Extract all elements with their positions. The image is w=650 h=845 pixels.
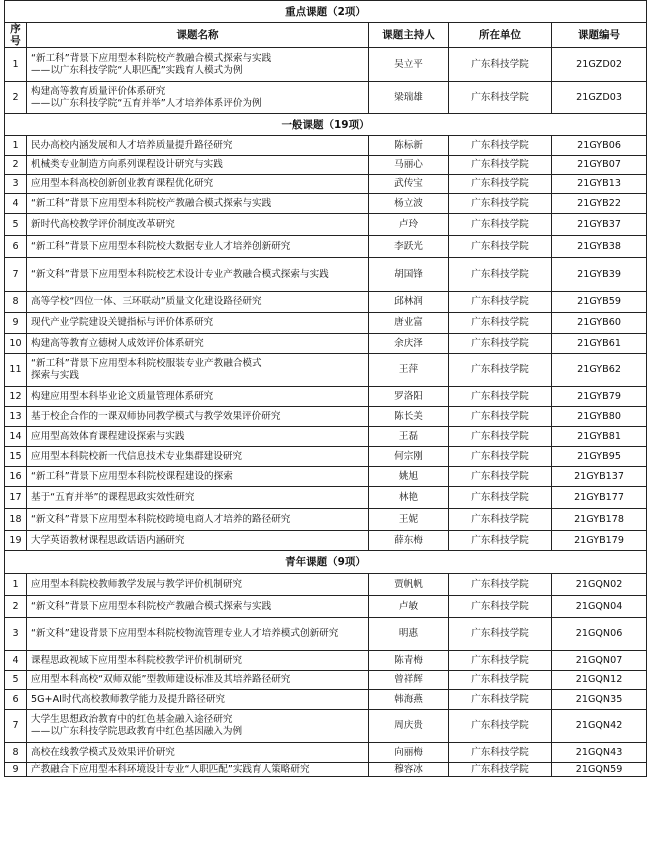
row-number: 14 xyxy=(5,427,27,447)
project-list-body xyxy=(5,1,647,777)
col-header-unit: 所在单位 xyxy=(449,23,552,48)
row-number: 15 xyxy=(5,447,27,467)
project-title-cell xyxy=(27,574,369,596)
project-unit: 广东科技学院 xyxy=(449,509,552,531)
project-code: 21GYB62 xyxy=(552,354,647,387)
row-number: 12 xyxy=(5,387,27,407)
project-host: 周庆贵 xyxy=(369,710,449,743)
project-title: “新工科”背景下应用型本科院校服装专业产教融合模式 xyxy=(31,358,262,369)
project-title-cell xyxy=(27,136,369,156)
project-code: 21GYB137 xyxy=(552,467,647,487)
project-code: 21GQN06 xyxy=(552,618,647,651)
row-number: 18 xyxy=(5,509,27,531)
project-title: 应用型本科高校创新创业教育课程优化研究 xyxy=(31,178,214,189)
project-unit: 广东科技学院 xyxy=(449,214,552,236)
project-title-cell xyxy=(27,258,369,292)
project-unit: 广东科技学院 xyxy=(449,258,552,292)
table-row xyxy=(5,710,647,743)
project-title: 高校在线教学模式及效果评价研究 xyxy=(31,746,175,758)
project-title: “新文科”背景下应用型本科院校跨境电商人才培养的路径研究 xyxy=(31,513,291,525)
project-host: 杨立波 xyxy=(369,194,449,214)
table-row xyxy=(5,387,647,407)
project-title: “新文科”背景下应用型本科院校产教融合模式探索与实践 xyxy=(31,600,272,612)
project-host: 马丽心 xyxy=(369,156,449,175)
project-title-cell xyxy=(27,48,369,82)
table-row xyxy=(5,82,647,114)
table-row xyxy=(5,427,647,447)
project-host: 李跃光 xyxy=(369,236,449,258)
table-row xyxy=(5,214,647,236)
project-host: 向丽梅 xyxy=(369,743,449,763)
project-unit: 广东科技学院 xyxy=(449,618,552,651)
project-code: 21GQN43 xyxy=(552,743,647,763)
project-unit: 广东科技学院 xyxy=(449,651,552,671)
table-row xyxy=(5,574,647,596)
project-code: 21GZD02 xyxy=(552,48,647,82)
project-unit: 广东科技学院 xyxy=(449,531,552,551)
project-title-cell xyxy=(27,214,369,236)
project-code: 21GYB37 xyxy=(552,214,647,236)
row-number: 4 xyxy=(5,651,27,671)
row-number: 3 xyxy=(5,618,27,651)
project-title: 大学英语教材课程思政话语内涵研究 xyxy=(31,534,185,546)
project-host: 王磊 xyxy=(369,427,449,447)
project-code: 21GYB178 xyxy=(552,509,647,531)
project-title: 应用型本科院校教师教学发展与教学评价机制研究 xyxy=(31,578,243,590)
project-title: 现代产业学院建设关键指标与评价体系研究 xyxy=(31,317,214,328)
row-number: 13 xyxy=(5,407,27,427)
project-title-cell xyxy=(27,487,369,509)
project-host: 明惠 xyxy=(369,618,449,651)
section-title: 青年课题（9项） xyxy=(5,551,647,574)
project-unit: 广东科技学院 xyxy=(449,236,552,258)
row-number: 2 xyxy=(5,596,27,618)
project-code: 21GQN07 xyxy=(552,651,647,671)
row-number: 6 xyxy=(5,236,27,258)
row-number: 17 xyxy=(5,487,27,509)
project-title-cell xyxy=(27,596,369,618)
project-code: 21GYB38 xyxy=(552,236,647,258)
table-row xyxy=(5,618,647,651)
row-number: 5 xyxy=(5,214,27,236)
column-header-row xyxy=(5,23,647,48)
project-code: 21GYB39 xyxy=(552,258,647,292)
project-host: 卢玲 xyxy=(369,214,449,236)
project-code: 21GYB61 xyxy=(552,334,647,354)
project-title-cell xyxy=(27,710,369,743)
project-subtitle: ——以广东科技学院“五育并举”人才培养体系评价为例 xyxy=(31,97,262,109)
project-unit: 广东科技学院 xyxy=(449,467,552,487)
row-number: 19 xyxy=(5,531,27,551)
project-unit: 广东科技学院 xyxy=(449,743,552,763)
project-subtitle: ——以广东科技学院“人职匹配”实践育人模式为例 xyxy=(31,64,243,76)
project-title: “新工科”背景下应用型本科院校课程建设的探索 xyxy=(31,470,233,482)
project-host: 胡国锋 xyxy=(369,258,449,292)
project-host: 吴立平 xyxy=(369,48,449,82)
table-row xyxy=(5,354,647,387)
project-title: “新文科”背景下应用型本科院校艺术设计专业产教融合模式探索与实践 xyxy=(31,268,329,280)
project-title: 课程思政视域下应用型本科院校教学评价机制研究 xyxy=(31,654,243,666)
row-number: 8 xyxy=(5,292,27,313)
project-title: 构建应用型本科毕业论文质量管理体系研究 xyxy=(31,390,214,402)
table-row xyxy=(5,447,647,467)
table-row xyxy=(5,763,647,777)
project-title-cell xyxy=(27,407,369,427)
row-number: 9 xyxy=(5,313,27,334)
project-title-cell xyxy=(27,354,369,387)
project-host: 穆容冰 xyxy=(369,763,449,777)
row-number: 1 xyxy=(5,136,27,156)
col-header-no: 序号 xyxy=(5,23,27,48)
project-host: 贾帆帆 xyxy=(369,574,449,596)
project-code: 21GYB177 xyxy=(552,487,647,509)
project-title: 新时代高校教学评价制度改革研究 xyxy=(31,218,175,230)
project-host: 何宗刚 xyxy=(369,447,449,467)
table-row xyxy=(5,175,647,194)
col-header-code: 课题编号 xyxy=(552,23,647,48)
project-code: 21GYB22 xyxy=(552,194,647,214)
row-number: 4 xyxy=(5,194,27,214)
project-title: “新工科”背景下应用型本科院校产教融合模式探索与实践 xyxy=(31,52,272,64)
project-title: “新工科”背景下应用型本科院校产教融合模式探索与实践 xyxy=(31,197,272,209)
project-title-cell xyxy=(27,334,369,354)
project-unit: 广东科技学院 xyxy=(449,194,552,214)
row-number: 5 xyxy=(5,671,27,690)
section-title: 一般课题（19项） xyxy=(5,114,647,136)
table-row xyxy=(5,334,647,354)
row-number: 2 xyxy=(5,156,27,175)
project-code: 21GYB60 xyxy=(552,313,647,334)
project-title-cell xyxy=(27,618,369,651)
project-host: 罗洛阳 xyxy=(369,387,449,407)
project-title-cell xyxy=(27,387,369,407)
project-code: 21GQN35 xyxy=(552,690,647,710)
table-row xyxy=(5,509,647,531)
project-unit: 广东科技学院 xyxy=(449,82,552,114)
project-title: 民办高校内涵发展和人才培养质量提升路径研究 xyxy=(31,139,233,151)
project-title-cell xyxy=(27,690,369,710)
table-row xyxy=(5,596,647,618)
project-host: 姚旭 xyxy=(369,467,449,487)
project-unit: 广东科技学院 xyxy=(449,763,552,777)
project-title-cell xyxy=(27,194,369,214)
row-number: 2 xyxy=(5,82,27,114)
project-code: 21GQN04 xyxy=(552,596,647,618)
col-header-title: 课题名称 xyxy=(27,23,369,48)
project-host: 曾祥辉 xyxy=(369,671,449,690)
project-host: 韩海燕 xyxy=(369,690,449,710)
project-title: 应用型本科院校新一代信息技术专业集群建设研究 xyxy=(31,450,243,462)
project-title: 应用型本科高校“双师双能”型教师建设标准及其培养路径研究 xyxy=(31,674,291,685)
project-host: 王萍 xyxy=(369,354,449,387)
project-code: 21GYB79 xyxy=(552,387,647,407)
project-code: 21GYB80 xyxy=(552,407,647,427)
project-title-cell xyxy=(27,313,369,334)
project-title-cell xyxy=(27,156,369,175)
project-title: 构建高等教育质量评价体系研究 xyxy=(31,85,166,97)
project-title: 机械类专业制造方向系列课程设计研究与实践 xyxy=(31,159,223,170)
project-unit: 广东科技学院 xyxy=(449,574,552,596)
project-title-cell xyxy=(27,531,369,551)
project-title: 大学生思想政治教育中的红色基金融入途径研究 xyxy=(31,714,233,725)
project-unit: 广东科技学院 xyxy=(449,354,552,387)
project-code: 21GYB81 xyxy=(552,427,647,447)
section-header-row xyxy=(5,1,647,23)
project-unit: 广东科技学院 xyxy=(449,447,552,467)
project-code: 21GYB06 xyxy=(552,136,647,156)
table-row xyxy=(5,487,647,509)
project-title: “新工科”背景下应用型本科院校大数据专业人才培养创新研究 xyxy=(31,240,291,252)
row-number: 16 xyxy=(5,467,27,487)
table-row xyxy=(5,467,647,487)
project-host: 林艳 xyxy=(369,487,449,509)
project-title: 构建高等教育立德树人成效评价体系研究 xyxy=(31,337,204,349)
project-host: 邱林润 xyxy=(369,292,449,313)
project-title-cell xyxy=(27,509,369,531)
project-unit: 广东科技学院 xyxy=(449,292,552,313)
project-title-cell xyxy=(27,236,369,258)
row-number: 9 xyxy=(5,763,27,777)
project-unit: 广东科技学院 xyxy=(449,136,552,156)
project-code: 21GYB13 xyxy=(552,175,647,194)
col-header-host: 课题主持人 xyxy=(369,23,449,48)
project-unit: 广东科技学院 xyxy=(449,48,552,82)
project-unit: 广东科技学院 xyxy=(449,427,552,447)
project-title-cell xyxy=(27,175,369,194)
project-unit: 广东科技学院 xyxy=(449,407,552,427)
row-number: 8 xyxy=(5,743,27,763)
project-title-cell xyxy=(27,467,369,487)
table-row xyxy=(5,194,647,214)
project-code: 21GQN42 xyxy=(552,710,647,743)
project-title-cell xyxy=(27,427,369,447)
project-host: 梁瑞雄 xyxy=(369,82,449,114)
project-unit: 广东科技学院 xyxy=(449,596,552,618)
project-unit: 广东科技学院 xyxy=(449,313,552,334)
project-title-cell xyxy=(27,671,369,690)
project-code: 21GQN02 xyxy=(552,574,647,596)
project-unit: 广东科技学院 xyxy=(449,156,552,175)
project-title-cell xyxy=(27,82,369,114)
project-title-cell xyxy=(27,651,369,671)
table-row xyxy=(5,671,647,690)
table-row xyxy=(5,313,647,334)
project-unit: 广东科技学院 xyxy=(449,690,552,710)
project-unit: 广东科技学院 xyxy=(449,487,552,509)
table-row xyxy=(5,292,647,313)
project-host: 余庆泽 xyxy=(369,334,449,354)
project-title-cell xyxy=(27,763,369,777)
project-title: 5G+AI时代高校教师教学能力及提升路径研究 xyxy=(31,693,226,705)
project-unit: 广东科技学院 xyxy=(449,175,552,194)
project-unit: 广东科技学院 xyxy=(449,671,552,690)
project-code: 21GQN12 xyxy=(552,671,647,690)
project-host: 王妮 xyxy=(369,509,449,531)
project-code: 21GYB179 xyxy=(552,531,647,551)
table-row xyxy=(5,407,647,427)
project-host: 薛东梅 xyxy=(369,531,449,551)
table-row xyxy=(5,531,647,551)
project-subtitle: 探索与实践 xyxy=(31,370,79,381)
table-row xyxy=(5,136,647,156)
project-title: 基于“五育并举”的课程思政实效性研究 xyxy=(31,491,195,503)
table-row xyxy=(5,236,647,258)
project-title-cell xyxy=(27,292,369,313)
project-host: 唐业富 xyxy=(369,313,449,334)
row-number: 1 xyxy=(5,48,27,82)
project-host: 陈青梅 xyxy=(369,651,449,671)
project-title-cell xyxy=(27,447,369,467)
project-title: 基于校企合作的一课双师协同教学模式与教学效果评价研究 xyxy=(31,410,281,422)
project-host: 武传宝 xyxy=(369,175,449,194)
project-title: “新文科”建设背景下应用型本科院校物流管理专业人才培养模式创新研究 xyxy=(31,628,339,639)
project-code: 21GQN59 xyxy=(552,763,647,777)
project-unit: 广东科技学院 xyxy=(449,334,552,354)
row-number: 6 xyxy=(5,690,27,710)
project-title-cell xyxy=(27,743,369,763)
table-row xyxy=(5,743,647,763)
project-title: 应用型高效体育课程建设探索与实践 xyxy=(31,430,185,442)
table-row xyxy=(5,690,647,710)
project-host: 卢敏 xyxy=(369,596,449,618)
row-number: 7 xyxy=(5,258,27,292)
row-number: 10 xyxy=(5,334,27,354)
project-host: 陈长美 xyxy=(369,407,449,427)
table-row xyxy=(5,48,647,82)
section-title: 重点课题（2项） xyxy=(5,1,647,23)
project-unit: 广东科技学院 xyxy=(449,710,552,743)
project-code: 21GYB07 xyxy=(552,156,647,175)
row-number: 3 xyxy=(5,175,27,194)
project-code: 21GZD03 xyxy=(552,82,647,114)
section-header-row xyxy=(5,114,647,136)
section-header-row xyxy=(5,551,647,574)
project-list-table xyxy=(4,0,647,777)
project-code: 21GYB59 xyxy=(552,292,647,313)
project-title: 高等学校“四位一体、三环联动”质量文化建设路径研究 xyxy=(31,296,262,307)
project-title: 产教融合下应用型本科环境设计专业“人职匹配”实践育人策略研究 xyxy=(31,763,310,775)
project-code: 21GYB95 xyxy=(552,447,647,467)
row-number: 11 xyxy=(5,354,27,387)
table-row xyxy=(5,651,647,671)
row-number: 7 xyxy=(5,710,27,743)
project-subtitle: ——以广东科技学院思政教育中红色基因融入为例 xyxy=(31,726,243,737)
table-row xyxy=(5,156,647,175)
table-row xyxy=(5,258,647,292)
row-number: 1 xyxy=(5,574,27,596)
project-host: 陈标新 xyxy=(369,136,449,156)
project-unit: 广东科技学院 xyxy=(449,387,552,407)
